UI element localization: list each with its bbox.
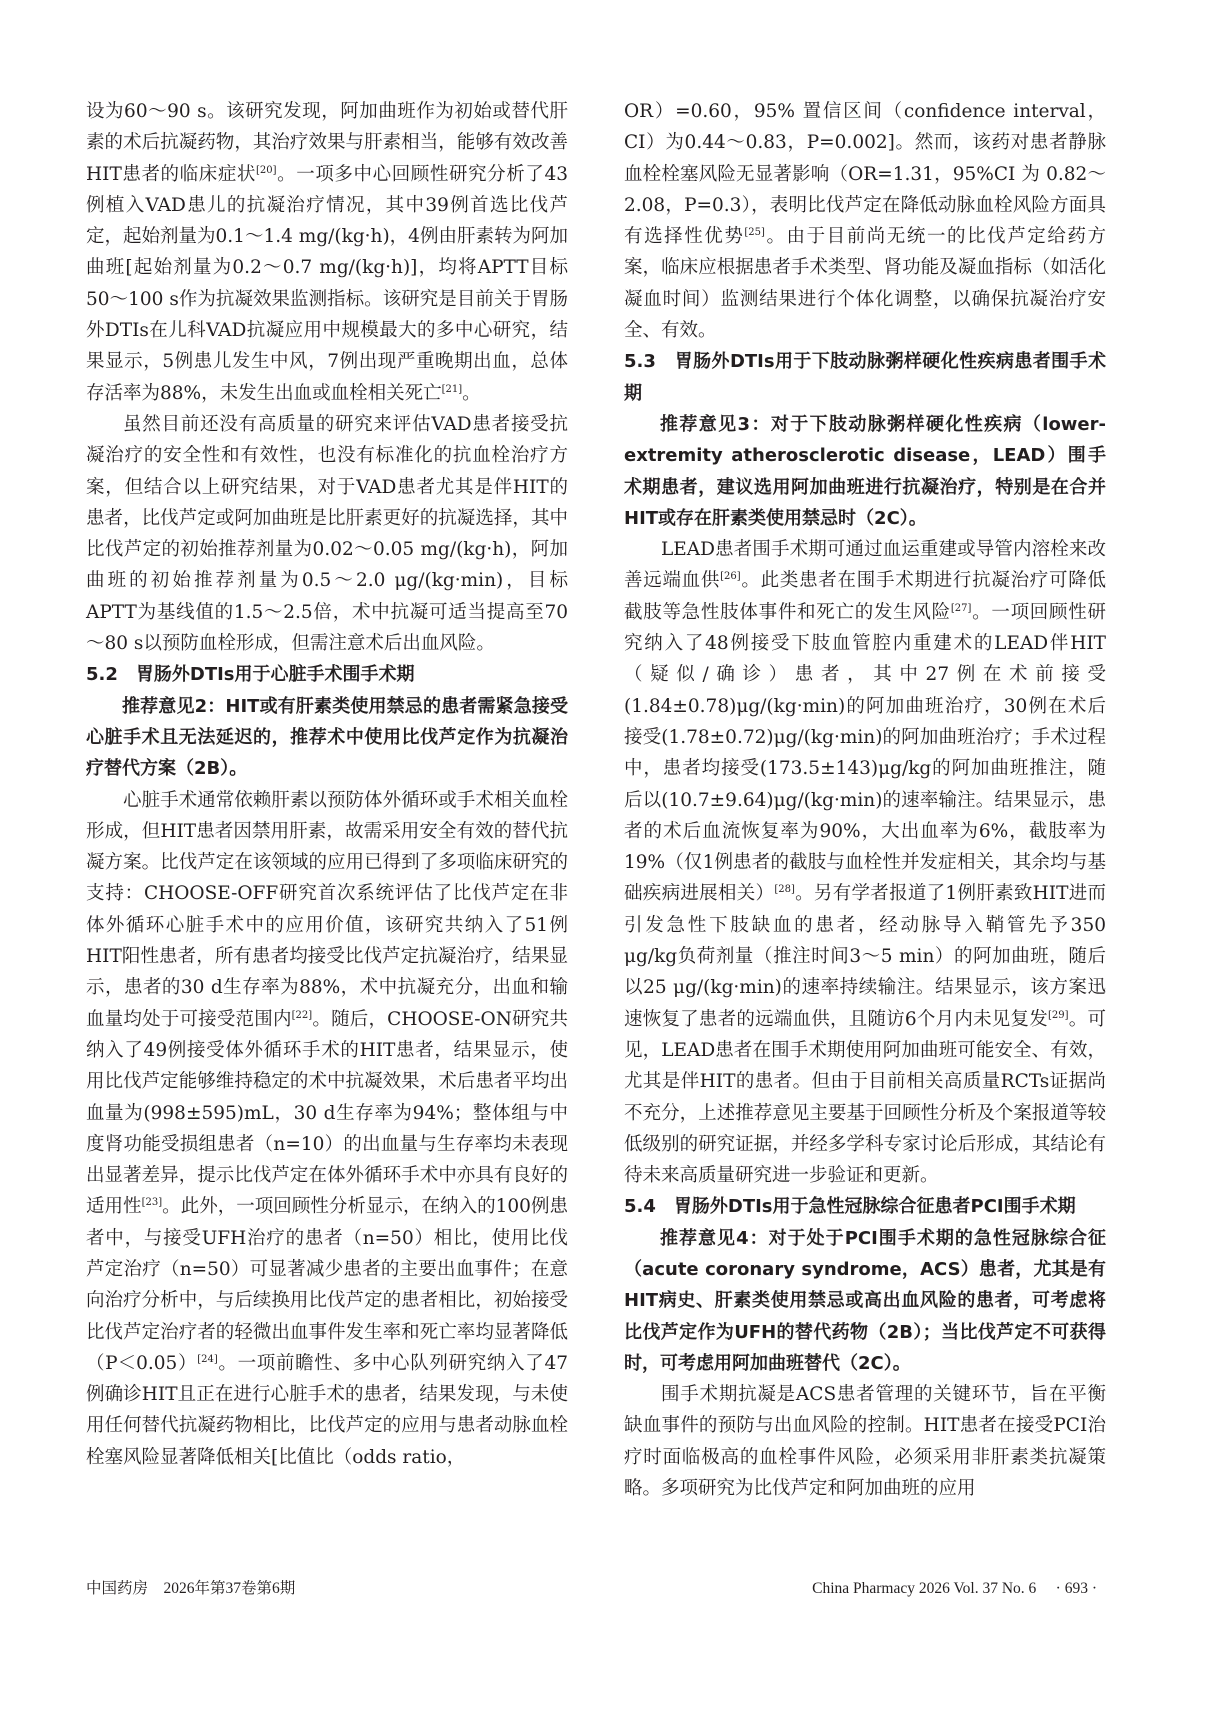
citation: [28]	[774, 884, 795, 896]
footer-page-number: China Pharmacy 2026 Vol. 37 No. 6 · 693 ·	[812, 1580, 1097, 1597]
paragraph: 设为60～90 s。该研究发现，阿加曲班作为初始或替代肝素的术后抗凝药物，其治疗效果与肝素相当，能够有效改善HIT患者的临床症状[20]。一项多中心回顾性研究分析了43例植入VAD患儿的抗凝治疗情况，其中39例首选比伐芦定，起始剂量为0.1～1.4 mg/(kg·h)，4例由肝素转为阿加曲班[起始剂量为0.2～0.7 mg/(kg·h)]，均将APTT目标50～100 s作为抗凝效果监测指标。该研究是目前关于胃肠外DTIs在儿科VAD抗凝应用中规模最大的多中心研究，结果显示，5例患儿发生中风，7例出现严重晚期出血，总体存活率为88%，未发生出血或血栓相关死亡[21]。	[86, 101, 569, 404]
citation: [21]	[441, 383, 463, 395]
section-heading: 5.2 胃肠外DTIs用于心脏手术围手术期	[86, 664, 415, 686]
citation: [27]	[950, 602, 972, 614]
citation: [20]	[256, 164, 277, 176]
citation: [24]	[197, 1353, 218, 1365]
paragraph: OR）=0.60，95% 置信区间（confidence interval，CI）为0.44～0.83，P=0.002]。然而，该药对患者静脉血栓栓塞风险无显著影响（OR=1.31，95%CI 为 0.82～2.08，P=0.3），表明比伐芦定在降低动脉血栓风险方面具有选择性优势[25]。由于目前尚无统一的比伐芦定给药方案，临床应根据患者手术类型、肾功能及凝血指标（如活化凝血时间）监测结果进行个体化调整，以确保抗凝治疗安全、有效。	[624, 101, 1106, 342]
section-heading: 5.3 胃肠外DTIs用于下肢动脉粥样硬化性疾病患者围手术期	[624, 351, 1106, 404]
paragraph: 围手术期抗凝是ACS患者管理的关键环节，旨在平衡缺血事件的预防与出血风险的控制。HIT患者在接受PCI治疗时面临极高的血栓事件风险，必须采用非肝素类抗凝策略。多项研究为比伐芦定和阿加曲班的应用	[624, 1384, 1106, 1500]
recommendation: 推荐意见4：对于处于PCI围手术期的急性冠脉综合征（acute coronary syndrome，ACS）患者，尤其是有HIT病史、肝素类使用禁忌或高出血风险的患者，可考虑将比伐芦定作为UFH的替代药物（2B）；当比伐芦定不可获得时，可考虑用阿加曲班替代（2C）。	[624, 1227, 1106, 1374]
citation: [23]	[141, 1197, 163, 1209]
citation: [29]	[1048, 1009, 1069, 1021]
citation: [25]	[744, 227, 765, 239]
paragraph: LEAD患者围手术期可通过血运重建或导管内溶栓来改善远端血供[26]。此类患者在围手术期进行抗凝治疗可降低截肢等急性肢体事件和死亡的发生风险[27]。一项回顾性研究纳入了48例接受下肢血管腔内重建术的LEAD伴HIT（疑似/确诊）患者，其中27例在术前接受(1.84±0.78)μg/(kg·min)的阿加曲班治疗，30例在术后接受(1.78±0.72)μg/(kg·min)的阿加曲班治疗；手术过程中，患者均接受(173.5±143)μg/kg的阿加曲班推注，随后以(10.7±9.64)μg/(kg·min)的速率输注。结果显示，患者的术后血流恢复率为90%，大出血率为6%，截肢率为19%（仅1例患者的截肢与血栓性并发症相关，其余均与基础疾病进展相关）[28]。另有学者报道了1例肝素致HIT进而引发急性下肢缺血的患者，经动脉导入鞘管先予350 μg/kg负荷剂量（推注时间3～5 min）的阿加曲班，随后以25 μg/(kg·min)的速率持续输注。结果显示，该方案迅速恢复了患者的远端血供，且随访6个月内未见复发[29]。可见，LEAD患者在围手术期使用阿加曲班可能安全、有效，尤其是伴HIT的患者。但由于目前相关高质量RCTs证据尚不充分，上述推荐意见主要基于回顾性分析及个案报道等较低级别的研究证据，并经多学科专家讨论后形成，其结论有待未来高质量研究进一步验证和更新。	[624, 539, 1106, 1187]
citation: [22]	[291, 1009, 313, 1021]
paragraph: 虽然目前还没有高质量的研究来评估VAD患者接受抗凝治疗的安全性和有效性，也没有标准化的抗血栓治疗方案，但结合以上研究结果，对于VAD患者尤其是伴HIT的患者，比伐芦定或阿加曲班是比肝素更好的抗凝选择，其中比伐芦定的初始推荐剂量为0.02～0.05 mg/(kg·h)，阿加曲班的初始推荐剂量为0.5～2.0 μg/(kg·min)，目标APTT为基线值的1.5～2.5倍，术中抗凝可适当提高至70～80 s以预防血栓形成，但需注意术后出血风险。	[86, 413, 568, 655]
recommendation: 推荐意见3：对于下肢动脉粥样硬化性疾病（lower-extremity atherosclerotic disease，LEAD）围手术期患者，建议选用阿加曲班进行抗凝治疗，特别是在合并HIT或存在肝素类使用禁忌时（2C）。	[624, 413, 1106, 529]
right-column	[624, 96, 1106, 1504]
paragraph: 心脏手术通常依赖肝素以预防体外循环或手术相关血栓形成，但HIT患者因禁用肝素，故需采用安全有效的替代抗凝方案。比伐芦定在该领域的应用已得到了多项临床研究的支持：CHOOSE-OFF研究首次系统评估了比伐芦定在非体外循环心脏手术中的应用价值，该研究共纳入了51例HIT阳性患者，所有患者均接受比伐芦定抗凝治疗，结果显示，患者的30 d生存率为88%，术中抗凝充分，出血和输血量均处于可接受范围内[22]。随后，CHOOSE-ON研究共纳入了49例接受体外循环手术的HIT患者，结果显示，使用比伐芦定能够维持稳定的术中抗凝效果，术后患者平均出血量为(998±595)mL，30 d生存率为94%；整体组与中度肾功能受损组患者（n=10）的出血量与生存率均未表现出显著差异，提示比伐芦定在体外循环手术中亦具有良好的适用性[23]。此外，一项回顾性分析显示，在纳入的100例患者中，与接受UFH治疗的患者（n=50）相比，使用比伐芦定治疗（n=50）可显著减少患者的主要出血事件；在意向治疗分析中，与后续换用比伐芦定的患者相比，初始接受比伐芦定治疗者的轻微出血事件发生率和死亡率均显著降低（P＜0.05）[24]。一项前瞻性、多中心队列研究纳入了47例确诊HIT且正在进行心脏手术的患者，结果发现，与未使用任何替代抗凝药物相比，比伐芦定的应用与患者动脉血栓栓塞风险显著降低相关[比值比（odds ratio，	[86, 789, 569, 1468]
citation: [26]	[720, 571, 741, 583]
left-column	[86, 96, 568, 1473]
recommendation: 推荐意见2：HIT或有肝素类使用禁忌的患者需紧急接受心脏手术且无法延迟的，推荐术中使用比伐芦定作为抗凝治疗替代方案（2B）。	[86, 695, 568, 780]
section-heading: 5.4 胃肠外DTIs用于急性冠脉综合征患者PCI围手术期	[624, 1196, 1076, 1218]
footer-journal-issue: 中国药房 2026年第37卷第6期	[86, 1580, 296, 1597]
